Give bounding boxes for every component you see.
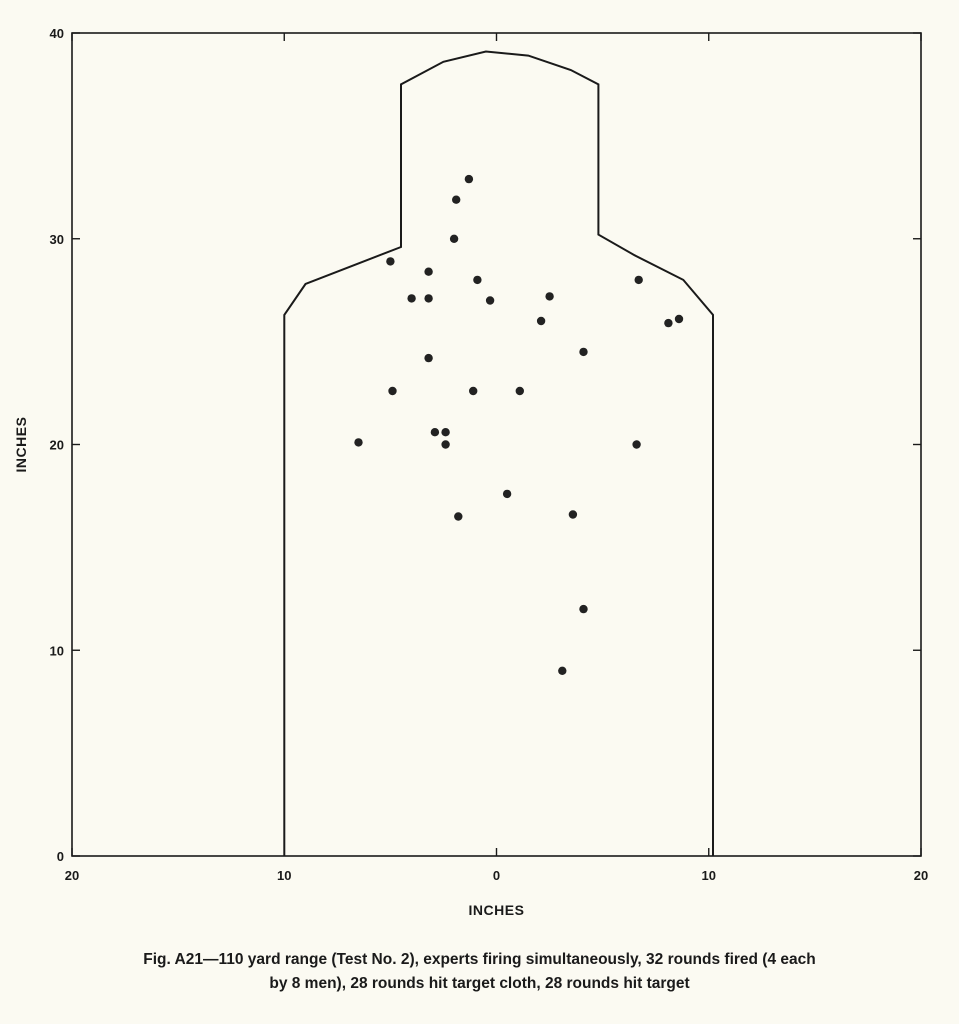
hit-point bbox=[454, 512, 462, 520]
x-tick-labels bbox=[65, 868, 928, 883]
hit-point bbox=[386, 257, 394, 265]
hit-point bbox=[579, 348, 587, 356]
hit-point bbox=[441, 440, 449, 448]
y-tick-labels bbox=[50, 26, 64, 864]
hit-point bbox=[407, 294, 415, 302]
y-tick-label: 10 bbox=[49, 643, 64, 659]
y-tick-label: 30 bbox=[49, 231, 64, 247]
hit-point bbox=[558, 667, 566, 675]
caption-line-1: Fig. A21—110 yard range (Test No. 2), experts firing simultaneously, 32 rounds fired (4 each bbox=[143, 951, 816, 968]
hit-point bbox=[664, 319, 672, 327]
y-tick-label: 40 bbox=[49, 26, 64, 41]
x-tick-label: 0 bbox=[492, 868, 501, 883]
hit-point bbox=[424, 354, 432, 362]
y-tick-label: 0 bbox=[56, 849, 64, 864]
figure-caption bbox=[20, 948, 939, 996]
target-silhouette-outline bbox=[284, 52, 713, 857]
hit-point bbox=[424, 294, 432, 302]
hit-point bbox=[579, 605, 587, 613]
x-tick-label: 10 bbox=[701, 868, 716, 883]
x-tick-label: 20 bbox=[64, 868, 80, 883]
hit-point bbox=[452, 196, 460, 204]
hit-point bbox=[424, 268, 432, 276]
hit-markers bbox=[354, 175, 683, 675]
hit-point bbox=[537, 317, 545, 325]
plot-frame bbox=[72, 33, 921, 856]
hit-point bbox=[675, 315, 683, 323]
hit-point bbox=[388, 387, 396, 395]
x-tick-label: 10 bbox=[277, 868, 292, 883]
hit-point bbox=[469, 387, 477, 395]
hit-point bbox=[473, 276, 481, 284]
hit-point bbox=[632, 440, 640, 448]
hit-point bbox=[516, 387, 524, 395]
hit-point bbox=[431, 428, 439, 436]
hit-point bbox=[569, 510, 577, 518]
y-tick-label: 20 bbox=[49, 437, 64, 453]
hit-point bbox=[354, 438, 362, 446]
hit-point bbox=[635, 276, 643, 284]
x-tick-label: 20 bbox=[913, 868, 929, 883]
hit-point bbox=[465, 175, 473, 183]
hit-point bbox=[441, 428, 449, 436]
y-axis-label: INCHES bbox=[13, 416, 29, 473]
hit-point bbox=[486, 296, 494, 304]
x-axis-label: INCHES bbox=[468, 902, 525, 918]
hit-point bbox=[450, 235, 458, 243]
hit-point bbox=[545, 292, 553, 300]
hit-point bbox=[503, 490, 511, 498]
caption-line-2: by 8 men), 28 rounds hit target cloth, 28 rounds hit target bbox=[269, 975, 690, 992]
axis-ticks bbox=[72, 33, 921, 856]
